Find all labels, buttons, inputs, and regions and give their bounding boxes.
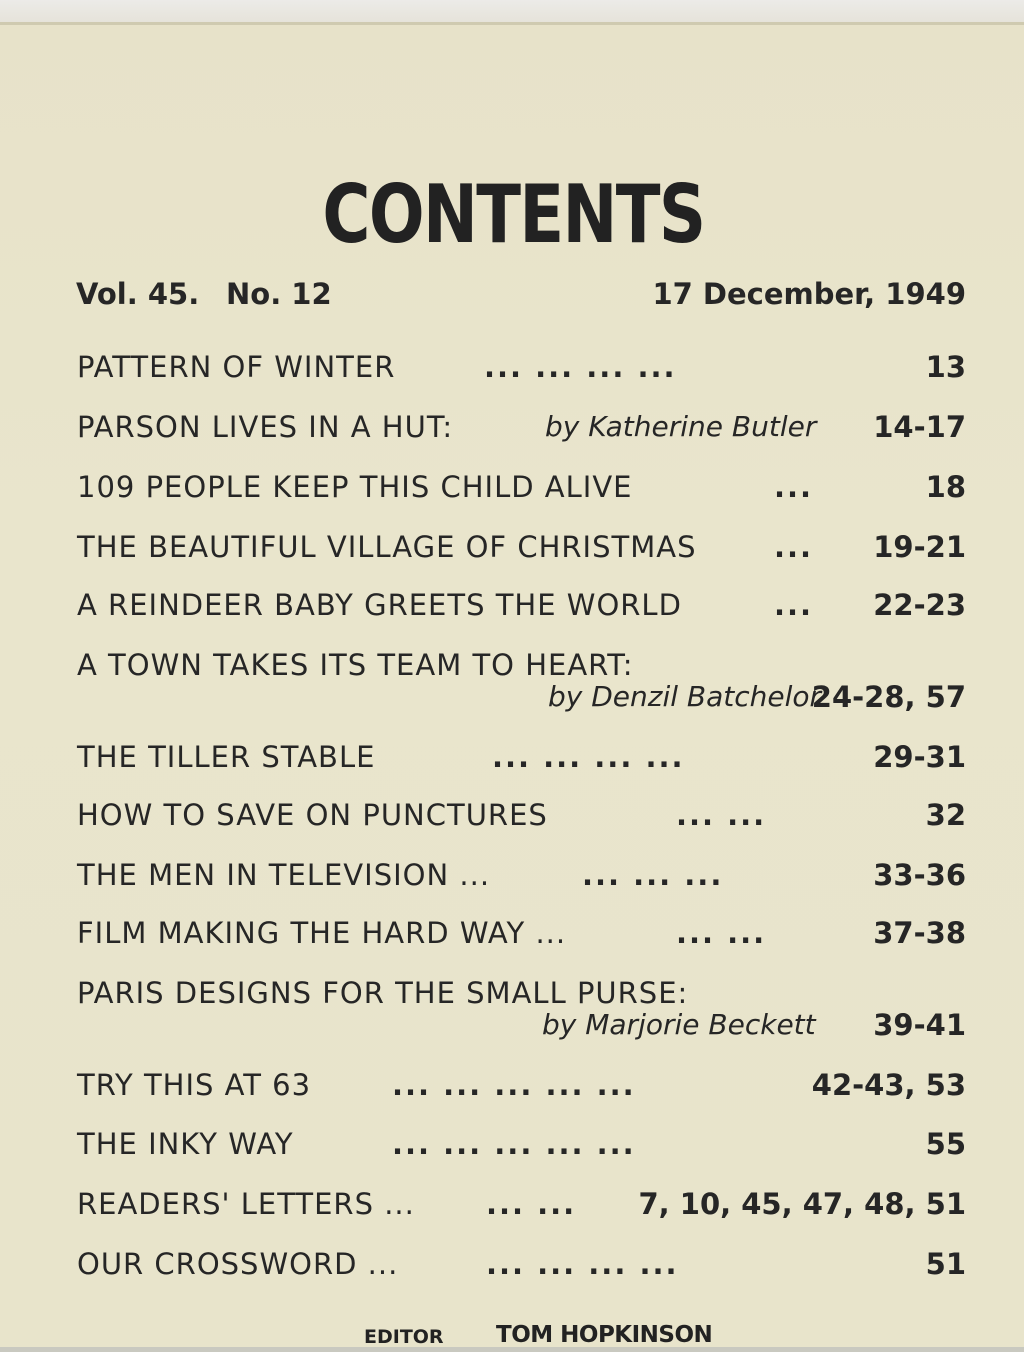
entry-pages: 51 — [925, 1247, 966, 1281]
entry-leader-dots: ... ... ... ... ... — [392, 1127, 636, 1161]
entry-pages: 14-17 — [873, 410, 966, 444]
page-title: CONTENTS — [322, 168, 705, 261]
entry-pages: 39-41 — [873, 1008, 966, 1042]
entry-pages: 33-36 — [873, 858, 966, 892]
contents-entry — [0, 740, 1024, 780]
contents-entry — [0, 1068, 1024, 1108]
entry-leader-dots: ... ... ... ... — [486, 1247, 679, 1281]
entry-pages: 24-28, 57 — [811, 680, 966, 714]
contents-entry — [0, 350, 1024, 390]
contents-entry — [0, 1187, 1024, 1227]
entry-title: PATTERN OF WINTER — [77, 350, 396, 384]
page-top-edge — [0, 0, 1024, 22]
entry-title: THE MEN IN TELEVISION ... — [77, 858, 491, 892]
editor-name: TOM HOPKINSON — [496, 1322, 713, 1348]
contents-entry — [0, 976, 1024, 1056]
entry-title: 109 PEOPLE KEEP THIS CHILD ALIVE — [77, 470, 633, 504]
entry-title: PARSON LIVES IN A HUT: — [77, 410, 454, 444]
entry-leader-dots: ... ... — [486, 1187, 577, 1221]
entry-title: A TOWN TAKES ITS TEAM TO HEART: — [77, 648, 634, 682]
editor-label: EDITOR — [364, 1326, 444, 1348]
entry-leader-dots: ... ... ... — [582, 858, 724, 892]
entry-pages: 19-21 — [873, 530, 966, 564]
entry-leader-dots: ... ... ... ... — [484, 350, 677, 384]
entry-pages: 55 — [925, 1127, 966, 1161]
contents-entry — [0, 470, 1024, 510]
entry-title: OUR CROSSWORD ... — [77, 1247, 399, 1281]
contents-entry — [0, 858, 1024, 898]
entry-leader-dots: ... — [774, 470, 814, 504]
contents-entry — [0, 916, 1024, 956]
issue-date: 17 December, 1949 — [652, 277, 966, 311]
entry-pages: 13 — [925, 350, 966, 384]
page-edge-line — [0, 22, 1024, 25]
entry-leader-dots: ... — [774, 530, 814, 564]
issue-volume: Vol. 45. — [76, 277, 200, 311]
entry-title: THE INKY WAY — [77, 1127, 294, 1161]
entry-title: HOW TO SAVE ON PUNCTURES — [77, 798, 548, 832]
entry-title: TRY THIS AT 63 — [77, 1068, 312, 1102]
entry-author: by Marjorie Beckett — [542, 1008, 816, 1041]
contents-entry — [0, 410, 1024, 450]
contents-entry — [0, 588, 1024, 628]
entry-title: PARIS DESIGNS FOR THE SMALL PURSE: — [77, 976, 689, 1010]
entry-pages: 29-31 — [873, 740, 966, 774]
entry-pages: 7, 10, 45, 47, 48, 51 — [638, 1187, 966, 1221]
entry-leader-dots: ... — [774, 588, 814, 622]
entry-pages: 22-23 — [873, 588, 966, 622]
entry-author: by Katherine Butler — [545, 410, 817, 443]
issue-number: No. 12 — [226, 277, 332, 311]
entry-author: by Denzil Batchelor — [548, 680, 822, 713]
entry-title: FILM MAKING THE HARD WAY ... — [77, 916, 567, 950]
entry-title: A REINDEER BABY GREETS THE WORLD — [77, 588, 682, 622]
contents-entry — [0, 1127, 1024, 1167]
entry-leader-dots: ... ... — [676, 798, 767, 832]
editor-credit — [0, 1322, 1024, 1352]
entry-leader-dots: ... ... ... ... ... — [392, 1068, 636, 1102]
entry-leader-dots: ... ... — [676, 916, 767, 950]
entry-title: READERS' LETTERS ... — [77, 1187, 415, 1221]
contents-entry — [0, 530, 1024, 570]
entry-pages: 18 — [925, 470, 966, 504]
entry-leader-dots: ... ... ... ... — [492, 740, 685, 774]
entry-pages: 42-43, 53 — [811, 1068, 966, 1102]
contents-entry — [0, 648, 1024, 728]
entry-title: THE BEAUTIFUL VILLAGE OF CHRISTMAS — [77, 530, 697, 564]
contents-entry — [0, 1247, 1024, 1287]
entry-pages: 37-38 — [873, 916, 966, 950]
entry-pages: 32 — [925, 798, 966, 832]
entry-title: THE TILLER STABLE — [77, 740, 376, 774]
contents-entry — [0, 798, 1024, 838]
